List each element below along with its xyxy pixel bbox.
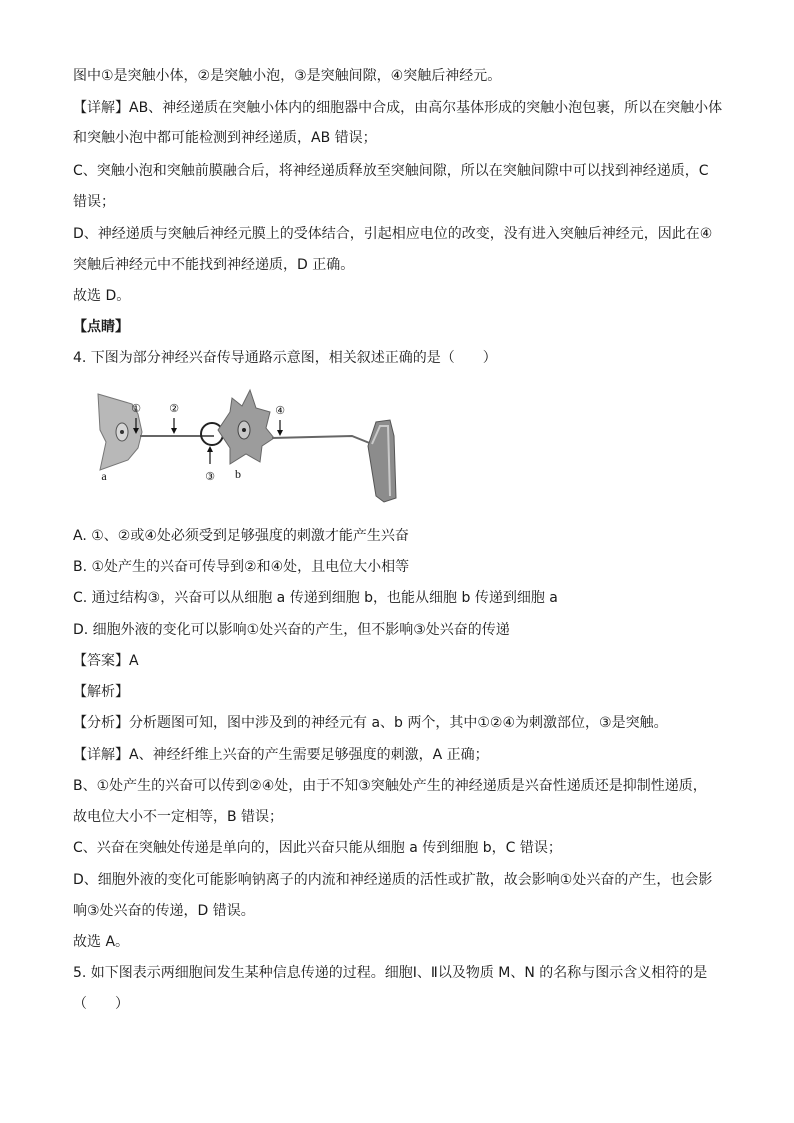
text-line: C、突触小泡和突触前膜融合后，将神经递质释放至突触间隙，所以在突触间隙中可以找到神经递质，C <box>73 163 709 179</box>
label-b: b <box>235 467 241 481</box>
analysis-heading: 【解析】 <box>73 684 129 700</box>
label-a: a <box>101 469 107 483</box>
effector-muscle <box>368 420 396 502</box>
label-2: ② <box>169 402 179 415</box>
text-line: 响③处兴奋的传递，D 错误。 <box>73 903 255 919</box>
text-line: 【详解】A、神经纤维上兴奋的产生需要足够强度的刺激，A 正确； <box>73 747 489 763</box>
text-line: （ ） <box>73 996 129 1012</box>
text-line: D、细胞外液的变化可能影响钠离子的内流和神经递质的活性或扩散，故会影响①处兴奋的产生，也会影 <box>73 872 713 888</box>
option-d: D. 细胞外液的变化可以影响①处兴奋的产生，但不影响③处兴奋的传递 <box>73 622 510 638</box>
neuron-diagram <box>90 386 410 504</box>
text-line: 错误； <box>73 194 115 210</box>
question-stem: 4. 下图为部分神经兴奋传导通路示意图，相关叙述正确的是（ ） <box>73 350 497 366</box>
option-b: B. ①处产生的兴奋可传导到②和④处，且电位大小相等 <box>73 559 410 575</box>
text-line: 和突触小泡中都可能检测到神经递质，AB 错误； <box>73 130 377 146</box>
question-stem: 5. 如下图表示两细胞间发生某种信息传递的过程。细胞Ⅰ、Ⅱ以及物质 M、N 的名称与图示含义相符的是 <box>73 965 708 981</box>
text-line: 故电位大小不一定相等，B 错误； <box>73 809 284 825</box>
label-3: ③ <box>205 470 215 483</box>
text-line: B、①处产生的兴奋可以传到②④处，由于不知③突触处产生的神经递质是兴奋性递质还是抑制性递质， <box>73 778 707 794</box>
text-line: C、兴奋在突触处传递是单向的，因此兴奋只能从细胞 a 传到细胞 b，C 错误； <box>73 840 562 856</box>
option-c: C. 通过结构③，兴奋可以从细胞 a 传递到细胞 b，也能从细胞 b 传递到细胞 a <box>73 590 558 606</box>
text-line: 故选 A。 <box>73 934 130 950</box>
answer: 【答案】A <box>73 653 139 669</box>
label-4: ④ <box>275 404 285 417</box>
text-line: 突触后神经元中不能找到神经递质，D 正确。 <box>73 257 355 273</box>
synapse-circle <box>201 423 223 445</box>
section-heading: 【点睛】 <box>73 319 129 335</box>
option-a: A. ①、②或④处必须受到足够强度的刺激才能产生兴奋 <box>73 528 409 544</box>
text-line: 【分析】分析题图可知，图中涉及到的神经元有 a、b 两个，其中①②④为刺激部位，③是突触。 <box>73 715 668 731</box>
text-line: D、神经递质与突触后神经元膜上的受体结合，引起相应电位的改变，没有进入突触后神经元，因此在④ <box>73 226 713 242</box>
label-1: ① <box>131 402 141 415</box>
text-line: 故选 D。 <box>73 288 131 304</box>
axon-b <box>272 436 372 444</box>
text-line: 【详解】AB、神经递质在突触小体内的细胞器中合成，由高尔基体形成的突触小泡包裹，所以在突触小体 <box>73 100 723 116</box>
text-line: 图中①是突触小体，②是突触小泡，③是突触间隙，④突触后神经元。 <box>73 68 502 84</box>
